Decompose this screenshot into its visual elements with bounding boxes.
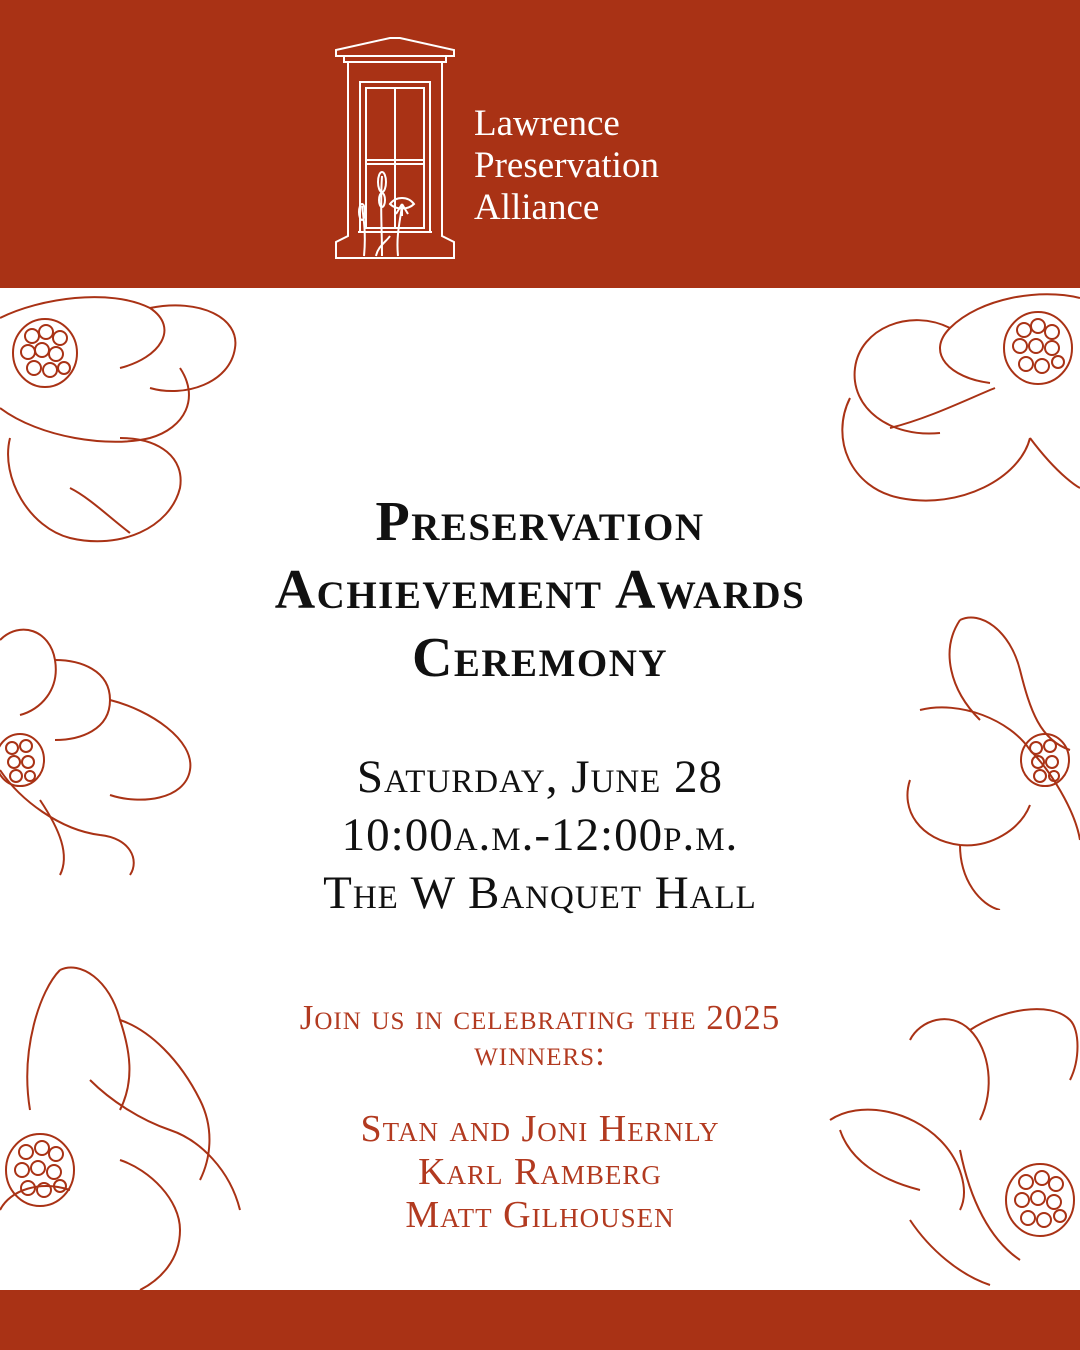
invitation-text bbox=[0, 1000, 1080, 1072]
winner-name: Stan and Joni Hernly bbox=[360, 1108, 720, 1150]
winner-name: Matt Gilhousen bbox=[405, 1194, 675, 1236]
logo-line-1: Lawrence bbox=[474, 103, 620, 144]
event-venue: The W Banquet Hall bbox=[323, 867, 757, 919]
window-with-flowers-icon bbox=[330, 36, 460, 264]
event-details bbox=[0, 748, 1080, 922]
event-date: Saturday, June 28 bbox=[356, 751, 724, 803]
event-time: 10:00a.m.-12:00p.m. bbox=[341, 809, 739, 861]
title-line-1: Preservation bbox=[375, 491, 705, 553]
winners-list bbox=[0, 1108, 1080, 1237]
title-line-3: Ceremony bbox=[411, 627, 669, 689]
footer-banner bbox=[0, 1290, 1080, 1350]
winner-name: Karl Ramberg bbox=[418, 1151, 662, 1193]
magnolia-flower-icon bbox=[830, 288, 1080, 518]
logo-line-2: Preservation bbox=[474, 145, 659, 186]
event-title bbox=[0, 488, 1080, 692]
invite-line-2: winners: bbox=[474, 1034, 606, 1073]
invite-line-1: Join us in celebrating the 2025 bbox=[299, 998, 781, 1037]
logo-line-3: Alliance bbox=[474, 187, 600, 228]
organization-logo-text bbox=[474, 103, 659, 229]
title-line-2: Achievement Awards bbox=[274, 559, 806, 621]
